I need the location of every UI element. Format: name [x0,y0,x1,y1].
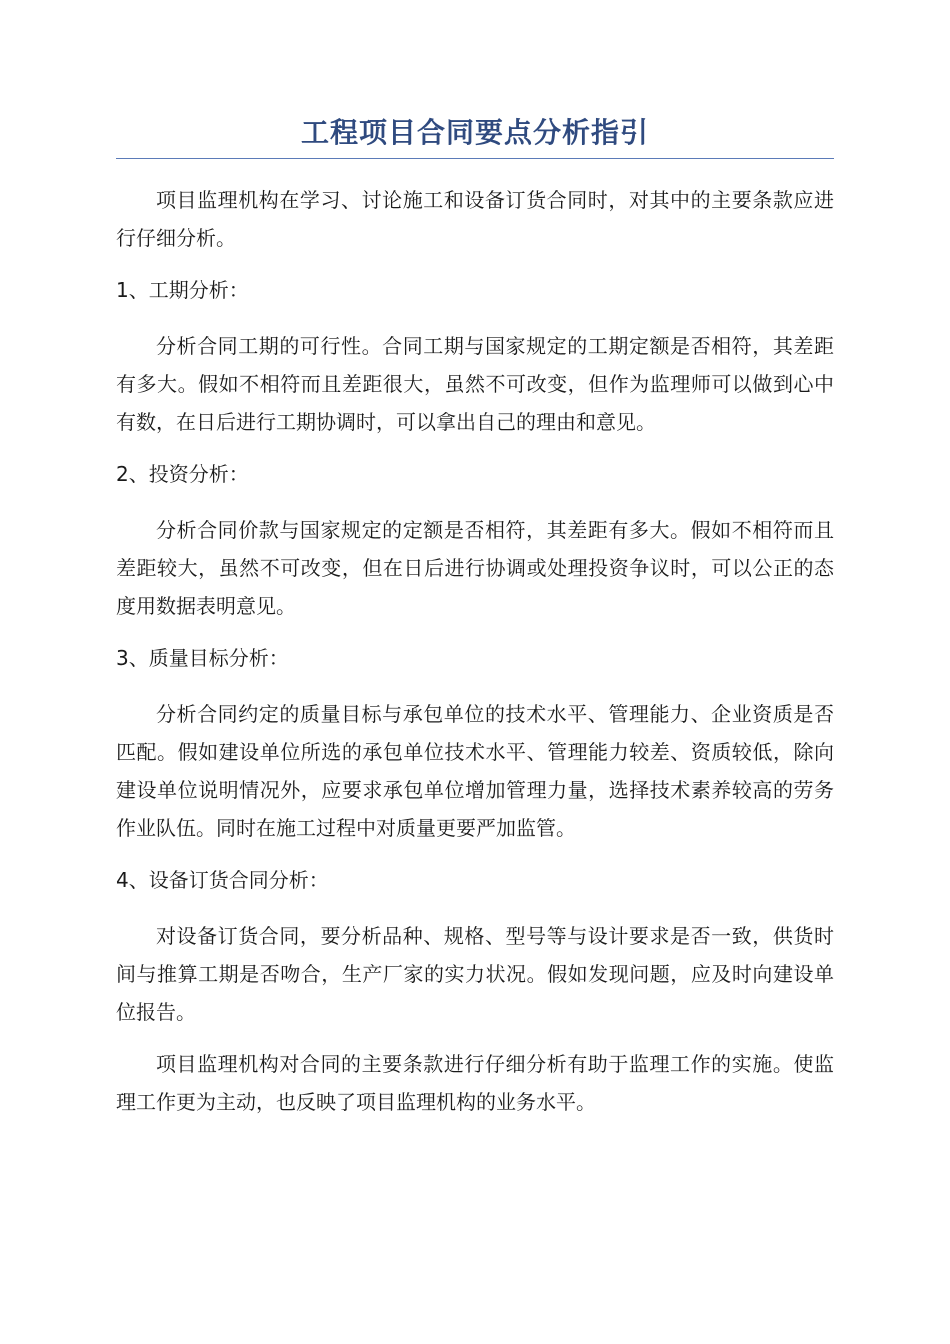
section-body-equipment: 对设备订货合同，要分析品种、规格、型号等与设计要求是否一致，供货时间与推算工期是否吻合，生产厂家的实力状况。假如发现问题，应及时向建设单位报告。 [116,924,834,1024]
intro-paragraph: 项目监理机构在学习、讨论施工和设备订货合同时，对其中的主要条款应进行仔细分析。 [116,188,834,250]
section-body-investment: 分析合同价款与国家规定的定额是否相符，其差距有多大。假如不相符而且差距较大，虽然不可改变，但在日后进行协调或处理投资争议时，可以公正的态度用数据表明意见。 [116,518,834,618]
section-heading-quality: 3、质量目标分析： [116,646,289,670]
section-heading-schedule: 1、工期分析： [116,278,249,302]
document-title: 工程项目合同要点分析指引 [300,116,649,149]
section-heading-investment: 2、投资分析： [116,462,249,486]
conclusion-paragraph: 项目监理机构对合同的主要条款进行仔细分析有助于监理工作的实施。使监理工作更为主动，也反映了项目监理机构的业务水平。 [116,1052,834,1114]
section-heading-equipment: 4、设备订货合同分析： [116,868,329,892]
section-body-schedule: 分析合同工期的可行性。合同工期与国家规定的工期定额是否相符，其差距有多大。假如不相符而且差距很大，虽然不可改变，但作为监理师可以做到心中有数，在日后进行工期协调时，可以拿出自己的理由和意见。 [116,334,834,434]
title-underline [116,158,834,159]
document-page [116,108,834,1135]
section-body-quality: 分析合同约定的质量目标与承包单位的技术水平、管理能力、企业资质是否匹配。假如建设单位所选的承包单位技术水平、管理能力较差、资质较低，除向建设单位说明情况外，应要求承包单位增加管理力量，选择技术素养较高的劳务作业队伍。同时在施工过程中对质量更要严加监管。 [116,702,834,840]
